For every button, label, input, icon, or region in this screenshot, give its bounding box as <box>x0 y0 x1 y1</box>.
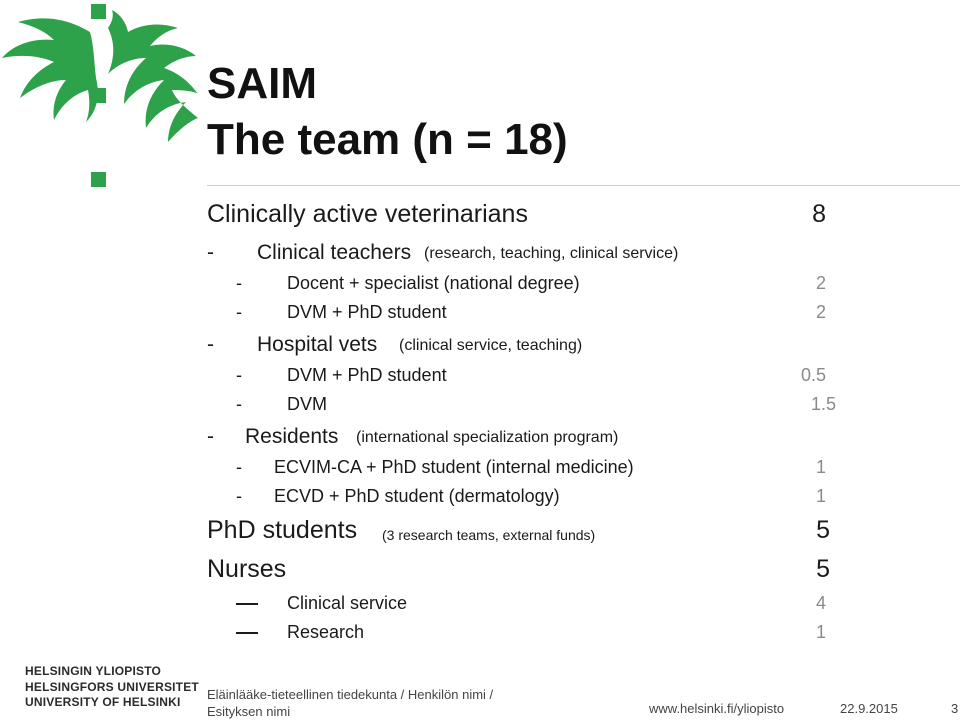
list-item <box>0 390 960 418</box>
item-value: 4 <box>815 593 826 613</box>
clinical-vets-label: Clinically active veterinarians <box>207 200 528 228</box>
wordmark-line: HELSINGIN YLIOPISTO <box>25 664 162 678</box>
list-item <box>0 589 960 617</box>
bullet-dash: - <box>236 457 242 477</box>
nurses-row <box>0 555 960 583</box>
clinical-teachers-label: Clinical teachers <box>257 241 412 264</box>
item-label: ECVIM-CA + PhD student (internal medicine) <box>274 457 634 477</box>
university-flame-logo <box>0 0 200 190</box>
slide-title <box>207 56 568 168</box>
bullet-dash: - <box>236 273 242 293</box>
nurses-value: 5 <box>816 555 830 583</box>
item-value: 1.5 <box>810 394 836 414</box>
bullet-dash: - <box>236 365 242 385</box>
phd-students-note: (3 research teams, external funds) <box>382 527 596 543</box>
item-value: 2 <box>815 302 826 322</box>
item-label: ECVD + PhD student (dermatology) <box>274 486 560 506</box>
item-value: 1 <box>815 457 826 477</box>
bullet-dash: - <box>207 241 214 264</box>
list-item <box>0 618 960 646</box>
page-number: 3 <box>951 701 959 716</box>
hospital-vets-note: (clinical service, teaching) <box>399 337 583 354</box>
hospital-vets-row <box>0 331 960 359</box>
bullet-dash: - <box>236 394 242 414</box>
item-label: DVM + PhD student <box>287 365 447 385</box>
clinical-teachers-row <box>0 239 960 267</box>
bullet-dash: - <box>207 425 214 448</box>
item-value: 1 <box>815 622 826 642</box>
list-item <box>0 269 960 297</box>
item-value: 0.5 <box>800 365 826 385</box>
clinical-vets-value: 8 <box>812 200 826 228</box>
bullet-dash: - <box>236 486 242 506</box>
hospital-vets-label: Hospital vets <box>257 333 378 356</box>
footer-faculty-text: Eläinlääke-tieteellinen tiedekunta / Henkilön nimi / Esityksen nimi <box>207 687 494 719</box>
wordmark-line: UNIVERSITY OF HELSINKI <box>25 695 181 709</box>
list-item <box>0 298 960 326</box>
bullet-long-dash <box>236 603 258 605</box>
footer-date: 22.9.2015 <box>840 701 898 716</box>
clinical-teachers-note: (research, teaching, clinical service) <box>424 245 679 262</box>
item-value: 1 <box>815 486 826 506</box>
bullet-dash: - <box>236 302 242 322</box>
title-line-2: The team (n = 18) <box>207 115 568 164</box>
residents-note: (international specialization program) <box>356 429 619 446</box>
title-line-1: SAIM <box>207 59 317 108</box>
footer-url: www.helsinki.fi/yliopisto <box>649 701 785 716</box>
clinical-vets-row <box>0 200 960 228</box>
phd-students-label: PhD students <box>207 516 358 544</box>
title-divider <box>207 185 960 186</box>
residents-label: Residents <box>245 425 339 448</box>
phd-students-value: 5 <box>816 516 830 544</box>
item-label: Research <box>287 622 365 642</box>
university-wordmark <box>25 664 205 711</box>
item-value: 2 <box>815 273 826 293</box>
bullet-dash: - <box>207 333 214 356</box>
list-item <box>0 482 960 510</box>
phd-students-row <box>0 516 960 544</box>
wordmark-line: HELSINGFORS UNIVERSITET <box>25 679 199 694</box>
residents-row <box>0 423 960 451</box>
list-item <box>0 361 960 389</box>
bullet-long-dash <box>236 632 258 634</box>
list-item <box>0 453 960 481</box>
item-label: Clinical service <box>287 593 408 613</box>
nurses-label: Nurses <box>207 555 287 583</box>
item-label: Docent + specialist (national degree) <box>287 273 580 293</box>
item-label: DVM + PhD student <box>287 302 447 322</box>
item-label: DVM <box>287 394 327 414</box>
